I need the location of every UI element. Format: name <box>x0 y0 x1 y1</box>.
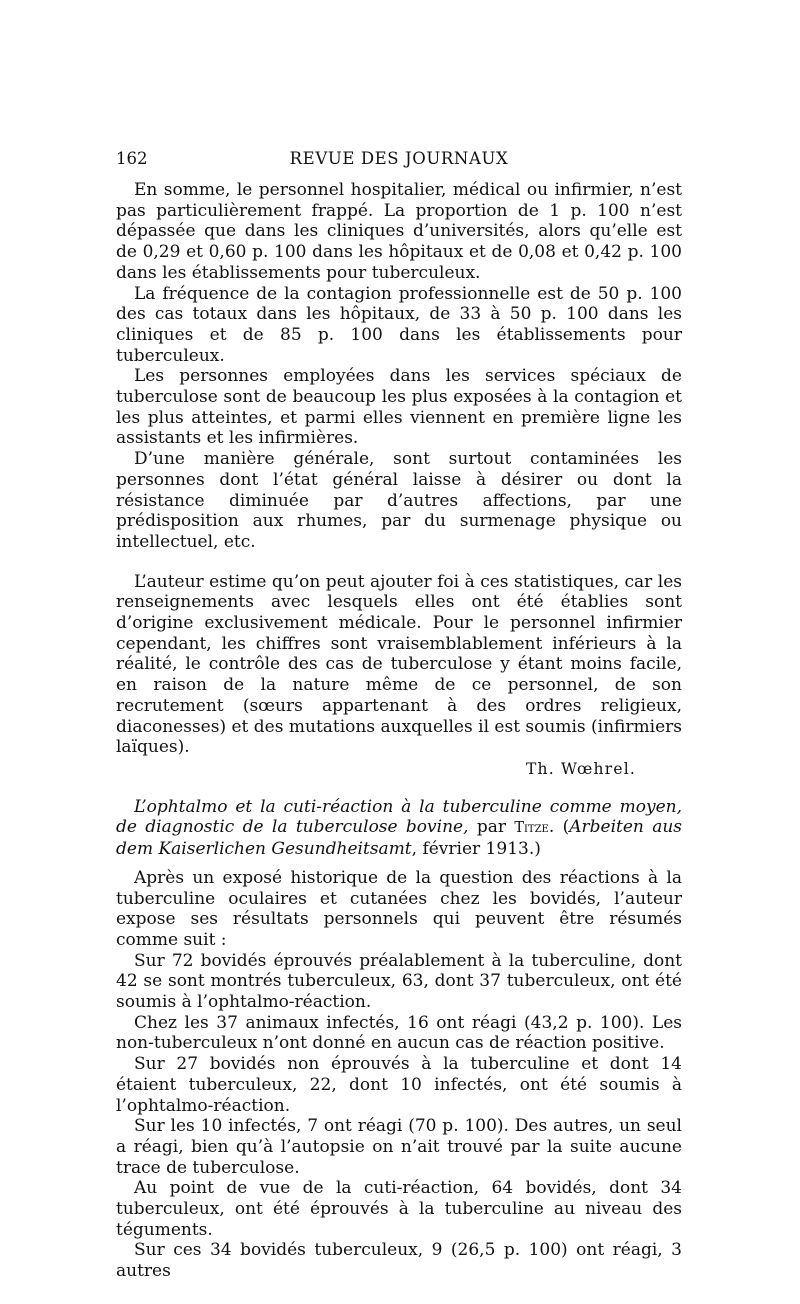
paragraph: Sur ces 34 bovidés tuberculeux, 9 (26,5 p. 100) ont réagi, 3 autres <box>116 1240 682 1282</box>
paragraph: Sur 72 bovidés éprouvés préalablement à la tuberculine, dont 42 se sont montrés tuberculeux, 63, dont 37 tuberculeux, ont été soumis à l’ophtalmo-réaction. <box>116 950 682 1013</box>
article-title-text: L’ophtalmo et la cuti-réaction à la tuberculine comme moyen, de diagnostic de la tuberculose bovine, <box>116 796 682 838</box>
article-source: Arbeiten aus dem Kaiserlichen Gesundheitsamt <box>116 817 682 860</box>
page-number: 162 <box>116 149 148 168</box>
paragraph: Chez les 37 animaux infectés, 16 ont réagi (43,2 p. 100). Les non-tuberculeux n’ont donné en aucun cas de réaction positive. <box>116 1012 682 1054</box>
page-body <box>116 180 682 1282</box>
paragraph: L’auteur estime qu’on peut ajouter foi à ces statistiques, car les renseignements avec lesquels elles ont été établies sont d’origine exclusivement médicale. Pour le personnel infirmier cependant, les chiffres sont vraisemblablement inférieurs à la réalité, le contrôle des cas de tuberculose y étant moins facile, en raison de la nature même de ce personnel, de son recrutement (sœurs appartenant à des ordres religieux, diaconesses) et des mutations auxquelles il est soumis (infirmiers laïques). <box>116 571 682 758</box>
paragraph: Sur les 10 infectés, 7 ont réagi (70 p. 100). Des autres, un seul a réagi, bien qu’à l’autopsie on n’ait trouvé par la suite aucune trace de tuberculose. <box>116 1116 682 1178</box>
article-title-par: par <box>468 817 515 838</box>
page-header <box>116 146 682 172</box>
paragraph: La fréquence de la contagion professionnelle est de 50 p. 100 des cas totaux dans les hôpitaux, de 33 à 50 p. 100 dans les cliniques et de 85 p. 100 dans les établissements pour tuberculeux. <box>116 283 682 366</box>
article-title <box>116 797 682 860</box>
paragraph: Les personnes employées dans les services spéciaux de tuberculose sont de beaucoup les plus exposées à la contagion et les plus atteintes, et parmi elles viennent en première ligne les assistants et les infirmières. <box>116 366 682 449</box>
paragraph: D’une manière générale, sont surtout contaminées les personnes dont l’état général laisse à désirer ou dont la résistance diminuée par d’autres affections, par une prédisposition aux rhumes, par du surmenage physique ou intellectuel, etc. <box>116 449 682 552</box>
paragraph: Au point de vue de la cuti-réaction, 64 bovidés, dont 34 tuberculeux, ont été éprouvés à la tuberculine au niveau des téguments. <box>116 1178 682 1240</box>
running-head: REVUE DES JOURNAUX <box>289 149 509 168</box>
paragraph: Sur 27 bovidés non éprouvés à la tuberculine et dont 14 étaient tuberculeux, 22, dont 10 infectés, ont été soumis à l’ophtalmo-réaction. <box>116 1054 682 1116</box>
article-date: , février 1913.) <box>411 839 541 860</box>
author-signature: Th. Wœhrel. <box>525 759 636 778</box>
article-author: Titze <box>514 820 549 837</box>
paragraph: Après un exposé historique de la question des réactions à la tuberculine oculaires et cutanées chez les bovidés, l’auteur expose ses résultats personnels qui peuvent être résumés comme suit : <box>116 867 682 950</box>
paragraph: En somme, le personnel hospitalier, médical ou infirmier, n’est pas particulièrement frappé. La proportion de 1 p. 100 n’est dépassée que dans les cliniques d’universités, alors qu’elle est de 0,29 et 0,60 p. 100 dans les hôpitaux et de 0,08 et 0,42 p. 100 dans les établissements pour tuberculeux. <box>116 180 682 283</box>
article-title-sep: . ( <box>548 817 570 838</box>
